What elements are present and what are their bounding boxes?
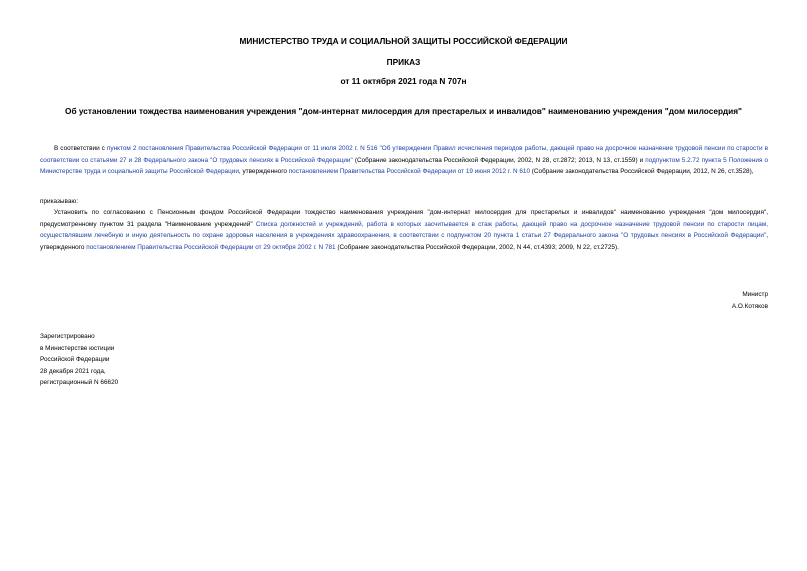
- document-title: Об установлении тождества наименования учреждения "дом-интернат милосердия для престарелых и инвалидов" наименованию учреждения "дом милосердия": [65, 106, 742, 116]
- signatory-name: А.О.Котяков: [731, 302, 768, 310]
- signature-block: [732, 289, 768, 312]
- preamble-paragraph: [40, 143, 768, 178]
- registration-line: регистрационный N 66620: [40, 379, 119, 386]
- registration-line: Зарегистрировано: [40, 333, 95, 340]
- link-resolution-781[interactable]: постановлением Правительства Российской Федерации от 29 октября 2002 г. N 781: [86, 243, 336, 251]
- operative-paragraph: [40, 207, 768, 253]
- operative-text-2: , утвержденного: [40, 232, 768, 251]
- registration-line: в Министерстве юстиции: [40, 344, 115, 352]
- link-resolution-610[interactable]: постановлением Правительства Российской Федерации от 19 июня 2012 г. N 610: [288, 168, 531, 175]
- link-list-of-positions[interactable]: Списка должностей и учреждений, работа в которых засчитывается в стаж работы, дающей право на досрочное назначение трудовой пенсии по старости лицам, осуществлявшим лечебную и иную деятельность по охране здоровья населения в учреждениях здравоохранения, в соответствии с подпунктом 20 пункта 1 статьи 27 Федерального закона "О трудовых пенсиях в Российской Федерации": [40, 220, 769, 239]
- signatory-position: Министр: [742, 291, 768, 298]
- preamble-text-1: В соответствии с: [54, 145, 107, 152]
- ministry-name: МИНИСТЕРСТВО ТРУДА И СОЦИАЛЬНОЙ ЗАЩИТЫ РОССИЙСКОЙ ФЕДЕРАЦИИ: [239, 36, 568, 46]
- document-type: ПРИКАЗ: [386, 57, 421, 67]
- link-resolution-516[interactable]: пунктом 2 постановления Правительства Российской Федерации от 11 июля 2002 г. N 516 "Об утверждении Правил исчисления периодов работы, дающей право на досрочное назначение трудовой пенсии по старости в соответствии со статьями 27 и 28 Федерального закона "О трудовых пенсиях в Российской Федерации": [40, 145, 769, 164]
- operative-text-3: (Собрание законодательства Российской Федерации, 2002, N 44, ст.4393; 2009, N 22, ст.2725).: [335, 243, 619, 251]
- preamble-text-3: , утвержденного: [238, 168, 289, 175]
- registration-line: 28 декабря 2021 года,: [40, 367, 106, 375]
- decree-word: приказываю:: [40, 198, 78, 205]
- registration-block: [40, 331, 118, 389]
- preamble-text-2: (Собрание законодательства Российской Федерации, 2002, N 28, ст.2872; 2013, N 13, ст.1559) и: [352, 156, 646, 164]
- preamble-text-4: (Собрание законодательства Российской Федерации, 2012, N 26, ст.3528),: [530, 168, 754, 175]
- link-ministry-regulation[interactable]: подпунктом 5.2.72 пункта 5 Положения о Министерстве труда и социальной защиты Российской Федерации: [40, 156, 769, 175]
- operative-text-1: Установить по согласованию с Пенсионным фондом Российской Федерации тождество наименования учреждения "дом-интернат милосердия для престарелых и инвалидов" наименованию учреждения "дом милосердия", предусмотренному пунктом 31 раздела "Наименование учреждений": [40, 209, 768, 228]
- document-date-number: от 11 октября 2021 года N 707н: [340, 76, 467, 86]
- registration-line: Российской Федерации: [40, 356, 110, 363]
